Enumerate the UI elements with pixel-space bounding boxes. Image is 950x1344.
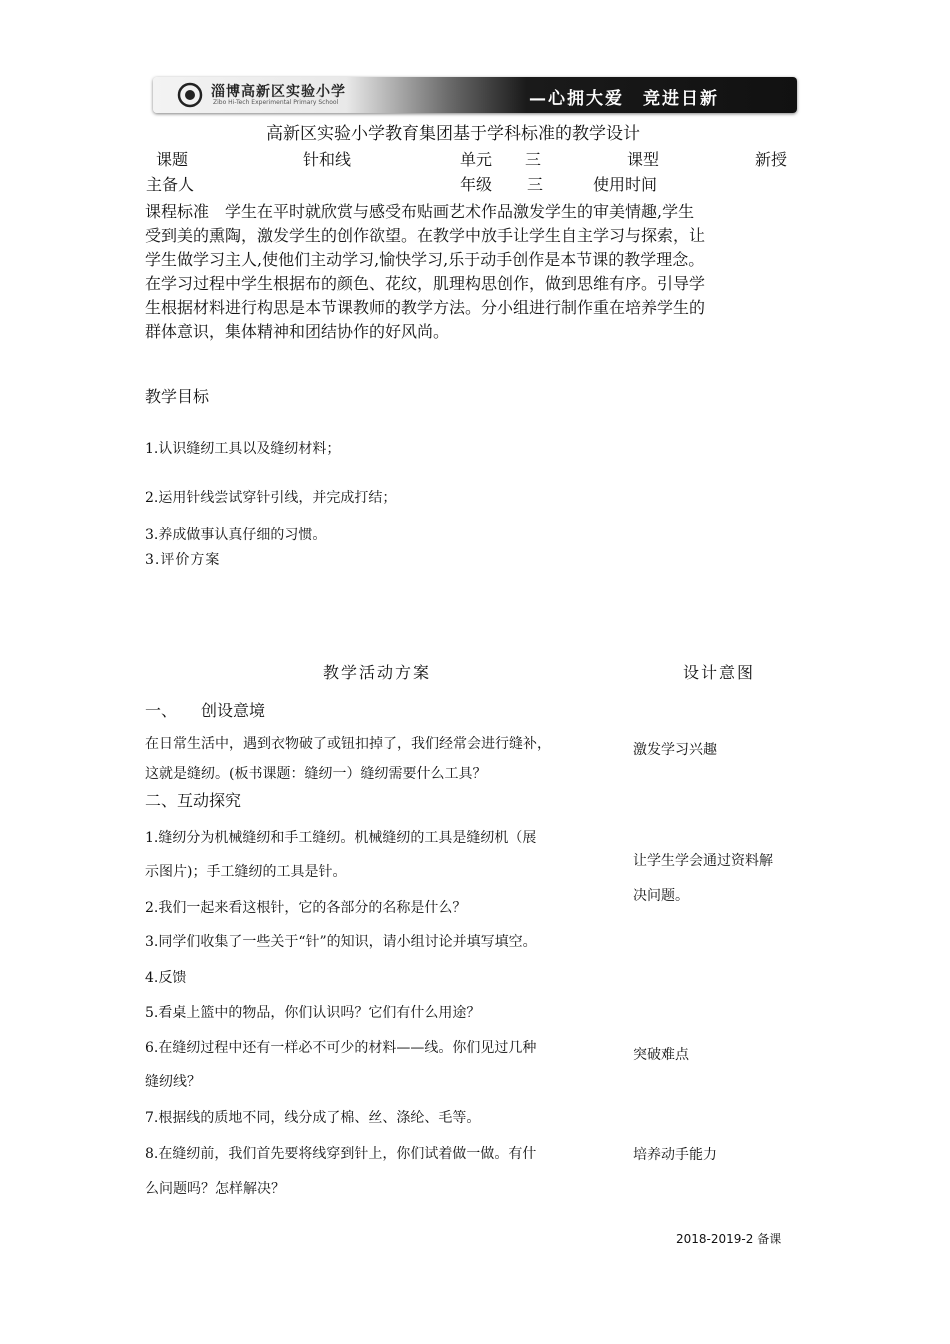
intent-text: 培养动手能力 bbox=[633, 1147, 717, 1163]
activity-line: 7.根据线的质地不同，线分成了棉、丝、涤纶、毛等。 bbox=[145, 1110, 481, 1126]
activity-line: 这就是缝纫。(板书课题：缝纫一）缝纫需要什么工具？ bbox=[145, 766, 487, 782]
evaluation-heading: 3.评价方案 bbox=[145, 552, 221, 568]
intent-text: 激发学习兴趣 bbox=[633, 742, 717, 758]
activity-line: 在日常生活中，遇到衣物破了或钮扣掉了，我们经常会进行缝补， bbox=[145, 736, 551, 752]
unit-label: 单元 bbox=[460, 150, 493, 169]
grade-label: 年级 bbox=[460, 175, 493, 194]
intent-text: 决问题。 bbox=[633, 888, 689, 904]
grade-value: 三 bbox=[527, 175, 544, 194]
intent-text: 让学生学会通过资料解 bbox=[633, 853, 773, 869]
activity-line: 8.在缝纫前，我们首先要将线穿到针上，你们试着做一做。有什 bbox=[145, 1146, 537, 1162]
topic-label: 课题 bbox=[156, 150, 189, 169]
activity-line: 3.同学们收集了一些关于“针”的知识，请小组讨论并填写填空。 bbox=[145, 934, 537, 950]
objective-item: 3.养成做事认真仔细的习惯。 bbox=[145, 527, 327, 543]
type-label: 课型 bbox=[627, 150, 660, 169]
objective-item: 1.认识缝纫工具以及缝纫材料； bbox=[145, 441, 341, 457]
section-heading: 二、互动探究 bbox=[145, 791, 242, 810]
standard-line: 群体意识，集体精神和团结协作的好风尚。 bbox=[145, 322, 450, 341]
objectives-heading: 教学目标 bbox=[145, 387, 210, 406]
section-heading: 一、 创设意境 bbox=[145, 701, 266, 720]
course-standard bbox=[145, 200, 815, 344]
school-motto: —心拥大爱 竞进日新 bbox=[529, 89, 719, 109]
standard-line: 受到美的熏陶，激发学生的创作欲望。在教学中放手让学生自主学习与探索，让 bbox=[145, 226, 706, 245]
activity-line: 2.我们一起来看这根针，它的各部分的名称是什么？ bbox=[145, 900, 467, 916]
unit-value: 三 bbox=[525, 150, 542, 169]
activity-line: 1.缝纫分为机械缝纫和手工缝纫。机械缝纫的工具是缝纫机（展 bbox=[145, 830, 537, 846]
column-intent-header: 设计意图 bbox=[683, 663, 756, 682]
standard-line: 学生做学习主人,使他们主动学习,愉快学习,乐于动手创作是本节课的教学理念。 bbox=[145, 250, 705, 269]
school-logo-icon bbox=[177, 82, 203, 108]
topic-value: 针和线 bbox=[303, 150, 352, 169]
preparer-label: 主备人 bbox=[146, 175, 195, 194]
activity-line: 么问题吗？怎样解决？ bbox=[145, 1181, 285, 1197]
activity-line: 5.看桌上篮中的物品，你们认识吗？它们有什么用途？ bbox=[145, 1005, 481, 1021]
column-plan-header: 教学活动方案 bbox=[323, 663, 432, 682]
page-title: 高新区实验小学教育集团基于学科标准的教学设计 bbox=[266, 124, 640, 144]
standard-line: 在学习过程中学生根据布的颜色、花纹，肌理构思创作，做到思维有序。引导学 bbox=[145, 274, 706, 293]
school-banner bbox=[153, 77, 797, 113]
activity-line: 4.反馈 bbox=[145, 970, 187, 986]
intent-text: 突破难点 bbox=[633, 1047, 689, 1063]
activity-line: 缝纫线？ bbox=[145, 1074, 201, 1090]
activity-line: 6.在缝纫过程中还有一样必不可少的材料——线。你们见过几种 bbox=[145, 1040, 537, 1056]
type-value: 新授 bbox=[755, 150, 788, 169]
time-label: 使用时间 bbox=[593, 175, 658, 194]
standard-line: 生根据材料进行构思是本节课教师的教学方法。分小组进行制作重在培养学生的 bbox=[145, 298, 706, 317]
school-name-en: Zibo Hi-Tech Experimental Primary School bbox=[213, 99, 339, 106]
standard-line: 课程标准 学生在平时就欣赏与感受布贴画艺术作品激发学生的审美情趣,学生 bbox=[145, 202, 695, 221]
objective-item: 2.运用针线尝试穿针引线，并完成打结； bbox=[145, 490, 397, 506]
activity-line: 示图片)；手工缝纫的工具是针。 bbox=[145, 864, 347, 880]
school-name: 淄博高新区实验小学 bbox=[211, 84, 346, 100]
footer-note: 2018-2019-2 备课 bbox=[676, 1232, 782, 1246]
